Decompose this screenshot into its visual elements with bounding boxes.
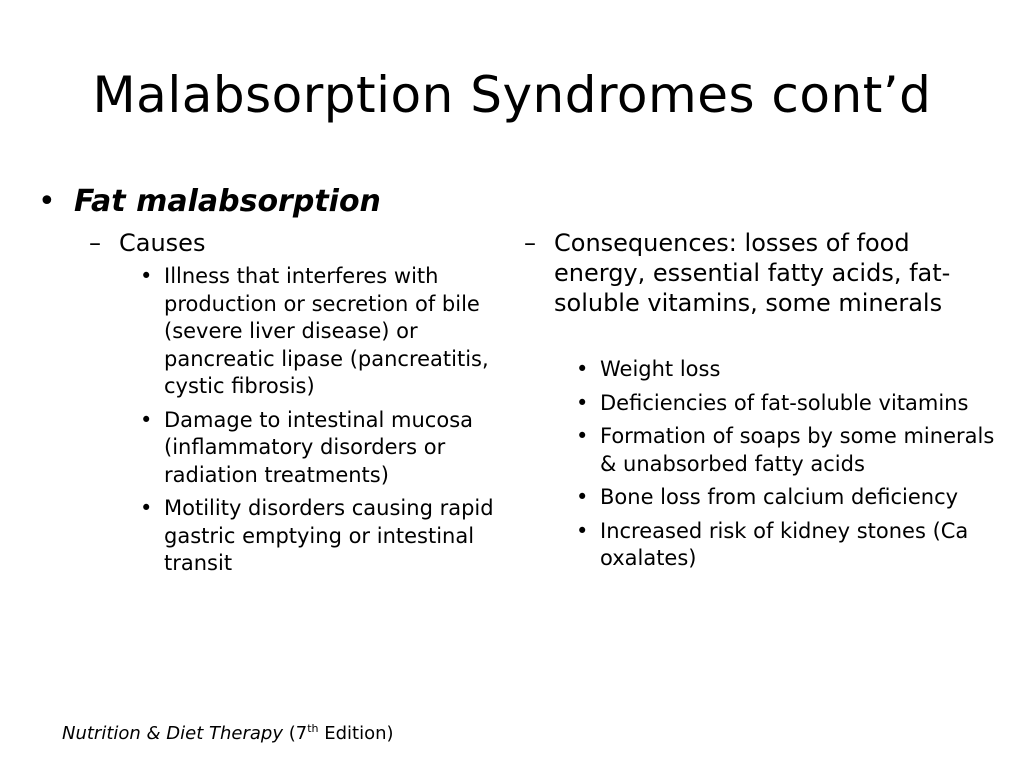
list-item xyxy=(576,423,996,478)
causes-label: Causes xyxy=(119,229,206,257)
bullet-icon: • xyxy=(140,407,153,432)
list-item-text: Deficiencies of fat-soluble vitamins xyxy=(600,390,969,415)
bullet-icon: • xyxy=(576,357,589,381)
list-item xyxy=(576,484,996,512)
causes-list xyxy=(140,263,500,584)
footer-edition-open: (7 xyxy=(283,723,308,744)
causes-heading xyxy=(89,228,509,258)
main-bullet-text: Fat malabsorption xyxy=(74,184,381,219)
dash-icon: – xyxy=(89,229,101,257)
list-item xyxy=(140,263,500,401)
list-item-text: Increased risk of kidney stones (Ca oxalates) xyxy=(600,518,969,570)
consequences-label: Consequences: losses of food energy, essential fatty acids, fat-soluble vitamins, some minerals xyxy=(554,229,951,317)
bullet-icon: • xyxy=(576,518,589,543)
bullet-icon: • xyxy=(38,184,56,219)
slide-title: Malabsorption Syndromes cont’d xyxy=(92,66,932,124)
dash-icon: – xyxy=(524,229,536,257)
main-bullet xyxy=(38,183,381,221)
list-item xyxy=(576,390,996,418)
consequences-list xyxy=(576,356,996,579)
list-item-text: Illness that interferes with production or secretion of bile (severe liver disease) or pancreatic lipase (pancreatitis, cystic fibrosis) xyxy=(164,264,489,398)
list-item xyxy=(140,495,500,578)
bullet-icon: • xyxy=(576,390,589,415)
list-item-text: Weight loss xyxy=(600,357,721,381)
footer-edition-close: Edition) xyxy=(318,723,394,744)
consequences-heading xyxy=(524,228,994,318)
bullet-icon: • xyxy=(140,496,153,520)
bullet-icon: • xyxy=(576,424,589,448)
footer-book-title: Nutrition & Diet Therapy xyxy=(62,723,283,744)
list-item-text: Bone loss from calcium deficiency xyxy=(600,485,959,509)
list-item xyxy=(576,518,996,573)
footer-edition-sup: th xyxy=(307,722,319,735)
list-item xyxy=(576,356,996,384)
footer-citation xyxy=(62,722,394,746)
list-item-text: Motility disorders causing rapid gastric emptying or intestinal transit xyxy=(164,496,494,575)
bullet-icon: • xyxy=(576,485,589,509)
list-item xyxy=(140,407,500,490)
list-item-text: Damage to intestinal mucosa (inflammatory disorders or radiation treatments) xyxy=(164,407,474,487)
list-item-text: Formation of soaps by some minerals & unabsorbed fatty acids xyxy=(600,424,995,476)
bullet-icon: • xyxy=(140,264,153,288)
